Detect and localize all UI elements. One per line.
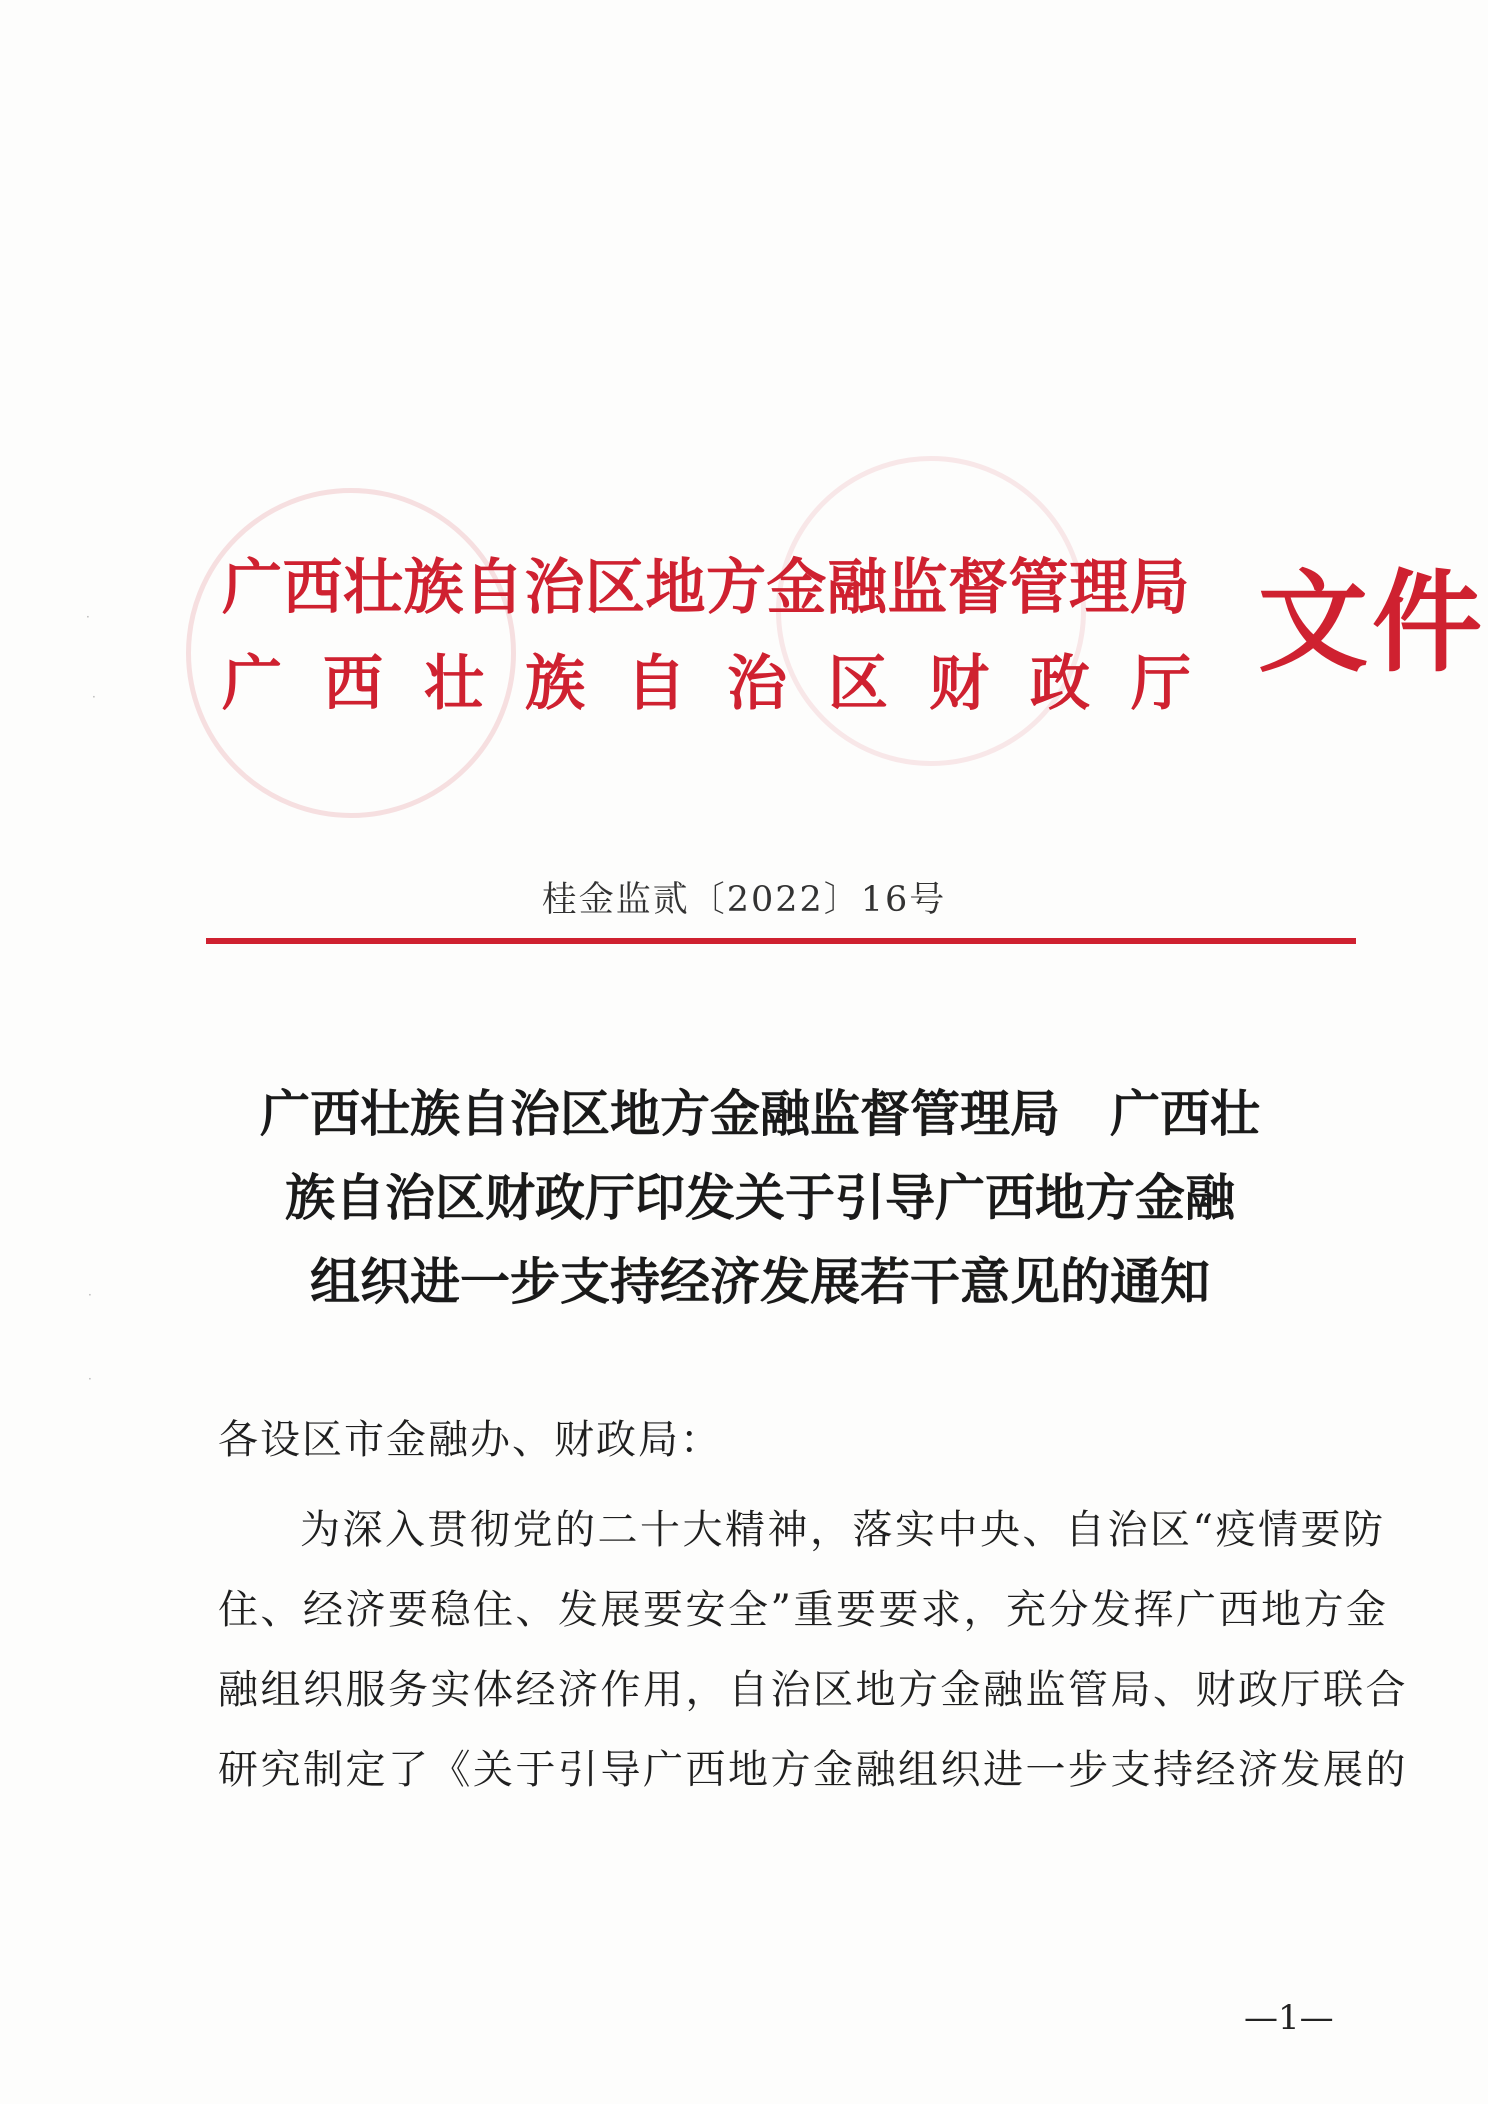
body-line: 研究制定了《关于引导广西地方金融组织进一步支持经济发展的 xyxy=(218,1747,1408,1793)
red-divider-rule xyxy=(206,938,1356,944)
document-mark: 文件 xyxy=(1258,558,1486,687)
body-line: 为深入贯彻党的二十大精神，落实中央、自治区“疫情要防 xyxy=(300,1507,1386,1553)
body-line: 住、经济要稳住、发展要安全”重要要求，充分发挥广西地方金 xyxy=(218,1587,1389,1633)
scan-margin-mark: · xyxy=(88,1288,92,1302)
document-number: 桂金监贰〔2022〕16号 xyxy=(541,880,947,920)
issuer-line-finance-department: 广西壮族自治区财政厅 xyxy=(222,649,1232,719)
scan-margin-mark: · xyxy=(92,690,96,704)
scan-margin-mark: · xyxy=(88,1372,92,1386)
title-line: 组织进一步支持经济发展若干意见的通知 xyxy=(310,1252,1210,1311)
scan-margin-mark: · xyxy=(86,610,90,624)
document-title xyxy=(180,1072,1340,1324)
title-line: 广西壮族自治区地方金融监督管理局 广西壮 xyxy=(260,1084,1260,1143)
title-line: 族自治区财政厅印发关于引导广西地方金融 xyxy=(285,1168,1235,1227)
addressee: 各设区市金融办、财政局： xyxy=(218,1417,722,1463)
body-paragraph xyxy=(218,1490,1408,1810)
issuer-line-finance-bureau: 广西壮族自治区地方金融监督管理局 xyxy=(222,553,1190,623)
page-number: —1— xyxy=(1244,1998,1334,2038)
issuer-header xyxy=(222,540,1232,732)
body-line: 融组织服务实体经济作用，自治区地方金融监管局、财政厅联合 xyxy=(218,1667,1408,1713)
